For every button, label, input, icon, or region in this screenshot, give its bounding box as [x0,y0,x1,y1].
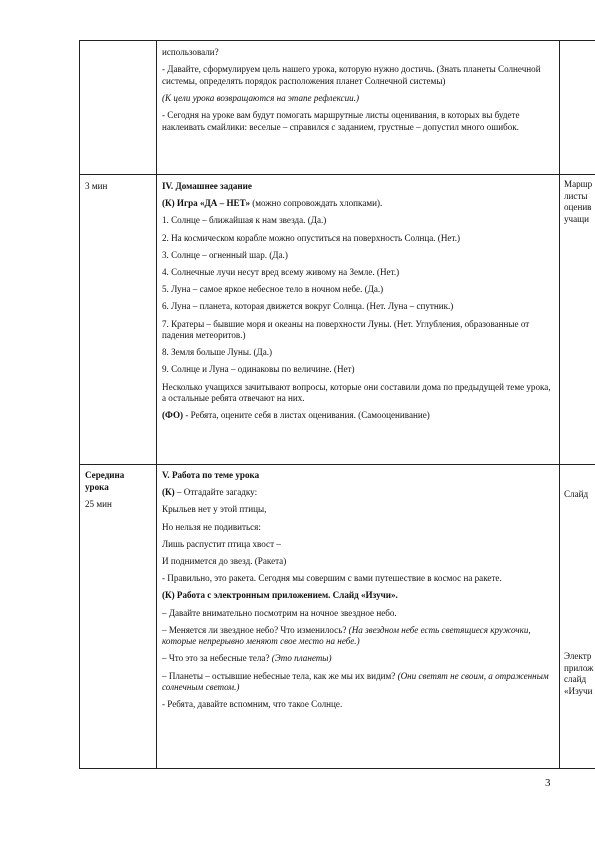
text-line: использовали? [162,47,219,57]
resource-line: Электр [564,651,592,661]
row-divider-1 [79,174,595,175]
riddle-intro-text: – Отгадайте загадку: [174,487,258,498]
game-item-6: 6. Луна – планета, которая движется вокруг Солнца. (Нет. Луна – спутник.) [162,301,454,312]
game-item-4: 4. Солнечные лучи несут вред всему живому на Земле. (Нет.) [162,266,400,277]
riddle-label: (К) [162,487,175,498]
reflection-note: (К цели урока возвращаются на этапе рефлексии.) [162,92,360,103]
resource-line: слайд [564,674,587,685]
homework-time: 3 мин [85,181,108,191]
homework-heading: IV. Домашнее задание [162,181,252,191]
lesson-resource-app [564,651,595,697]
stage-line: Середина [85,470,125,480]
game-title-rest: (можно сопровождать хлопками). [250,198,383,209]
row-divider-2 [79,464,595,465]
resource-line: учащи [564,213,590,224]
game-item-8: 8. Земля больше Луны. (Да.) [162,347,273,358]
lesson-content [162,470,554,717]
question-1 [162,625,554,648]
students-note: Несколько учащихся зачитывают вопросы, которые они составили дома по предыдущей теме урока, а остальные ребята отвечают на них. [162,381,551,404]
game-item-7: 7. Кратеры – бывшие моря и океаны на поверхности Луны. (Нет. Углубления, образованные от падения метеоритов.) [162,318,530,341]
question-2-answer: (Это планеты) [269,653,332,664]
lesson-time: 25 мин [85,499,112,510]
page-number: 3 [545,777,551,789]
game-item-3: 3. Солнце – огненный шар. (Да.) [162,249,288,260]
riddle-intro [162,487,554,499]
riddle-line: Лишь распустит птица хвост – [162,538,281,549]
resource-line: оценив [564,202,592,213]
table-border-left [79,40,80,769]
lesson-stage [85,470,153,511]
goal-paragraph: - Давайте, сформулируем цель нашего урока, которую нужно достичь. (Знать планеты Солнечной системы, определять порядок расположения планет Солнечной системы) [162,64,541,86]
table-border-top [79,40,595,41]
homework-content [162,181,554,428]
fo-text: - Ребята, оцените себя в листах оценивания. (Самооценивание) [183,410,430,421]
game-item-5: 5. Луна – самое яркое небесное тело в ночном небе. (Да.) [162,284,384,295]
homework-resources [564,179,595,225]
self-assessment [162,410,554,422]
question-2 [162,653,554,665]
row-top-content [162,47,554,139]
resource-line: Маршр [564,179,593,189]
lesson-resource-slide: Слайд [564,489,589,499]
question-2-text: – Что это за небесные тела? [162,653,270,664]
table-border-col1 [156,40,157,769]
fo-label: (ФО) [162,410,184,421]
lesson-heading: V. Работа по теме урока [162,470,260,480]
question-1-answer: (На звездном небе есть светящиеся кружочки, которые непрерывно меняют свое место на небе.) [162,624,531,647]
route-sheets-paragraph: - Сегодня на уроке вам будут помогать маршрутные листы оценивания, в которых вы будете наклеивать смайлики: веселые – справился с заданием, грустные – допустил много ошибок. [162,110,520,132]
game-item-2: 2. На космическом корабле можно опуститься на поверхность Солнца. (Нет.) [162,232,461,243]
question-1-text: – Меняется ли звездное небо? Что изменилось? [162,624,347,635]
stage-line: урока [85,481,109,492]
riddle-line: Но нельзя не подивиться: [162,521,261,532]
question-3-answer: (Они светят не своим, а отраженным солнечным светом.) [162,670,549,693]
app-heading: (К) Работа с электронным приложением. Слайд «Изучи». [162,590,398,601]
game-item-1: 1. Солнце – ближайшая к нам звезда. (Да.) [162,215,327,226]
game-title [162,198,554,210]
question-3-text: – Планеты – остывшие небесные тела, как же мы их видим? [162,670,396,681]
question-3 [162,671,554,694]
riddle-line: И поднимется до звезд. (Ракета) [162,555,287,566]
game-title-bold: (К) Игра «ДА – НЕТ» [162,198,250,209]
resource-line: листы [564,190,588,201]
table-border-bottom [79,768,595,769]
resource-line: прилож [564,662,594,673]
riddle-line: Крыльев нет у этой птицы, [162,504,267,515]
table-border-col2 [559,40,560,769]
look-paragraph: – Давайте внимательно посмотрим на ночное звездное небо. [162,607,397,618]
game-item-9: 9. Солнце и Луна – одинаковы по величине. (Нет) [162,364,355,375]
rocket-paragraph: - Правильно, это ракета. Сегодня мы совершим с вами путешествие в космос на ракете. [162,573,502,584]
sun-paragraph: - Ребята, давайте вспомним, что такое Солнце. [162,699,343,710]
resource-line: «Изучи [564,685,593,696]
